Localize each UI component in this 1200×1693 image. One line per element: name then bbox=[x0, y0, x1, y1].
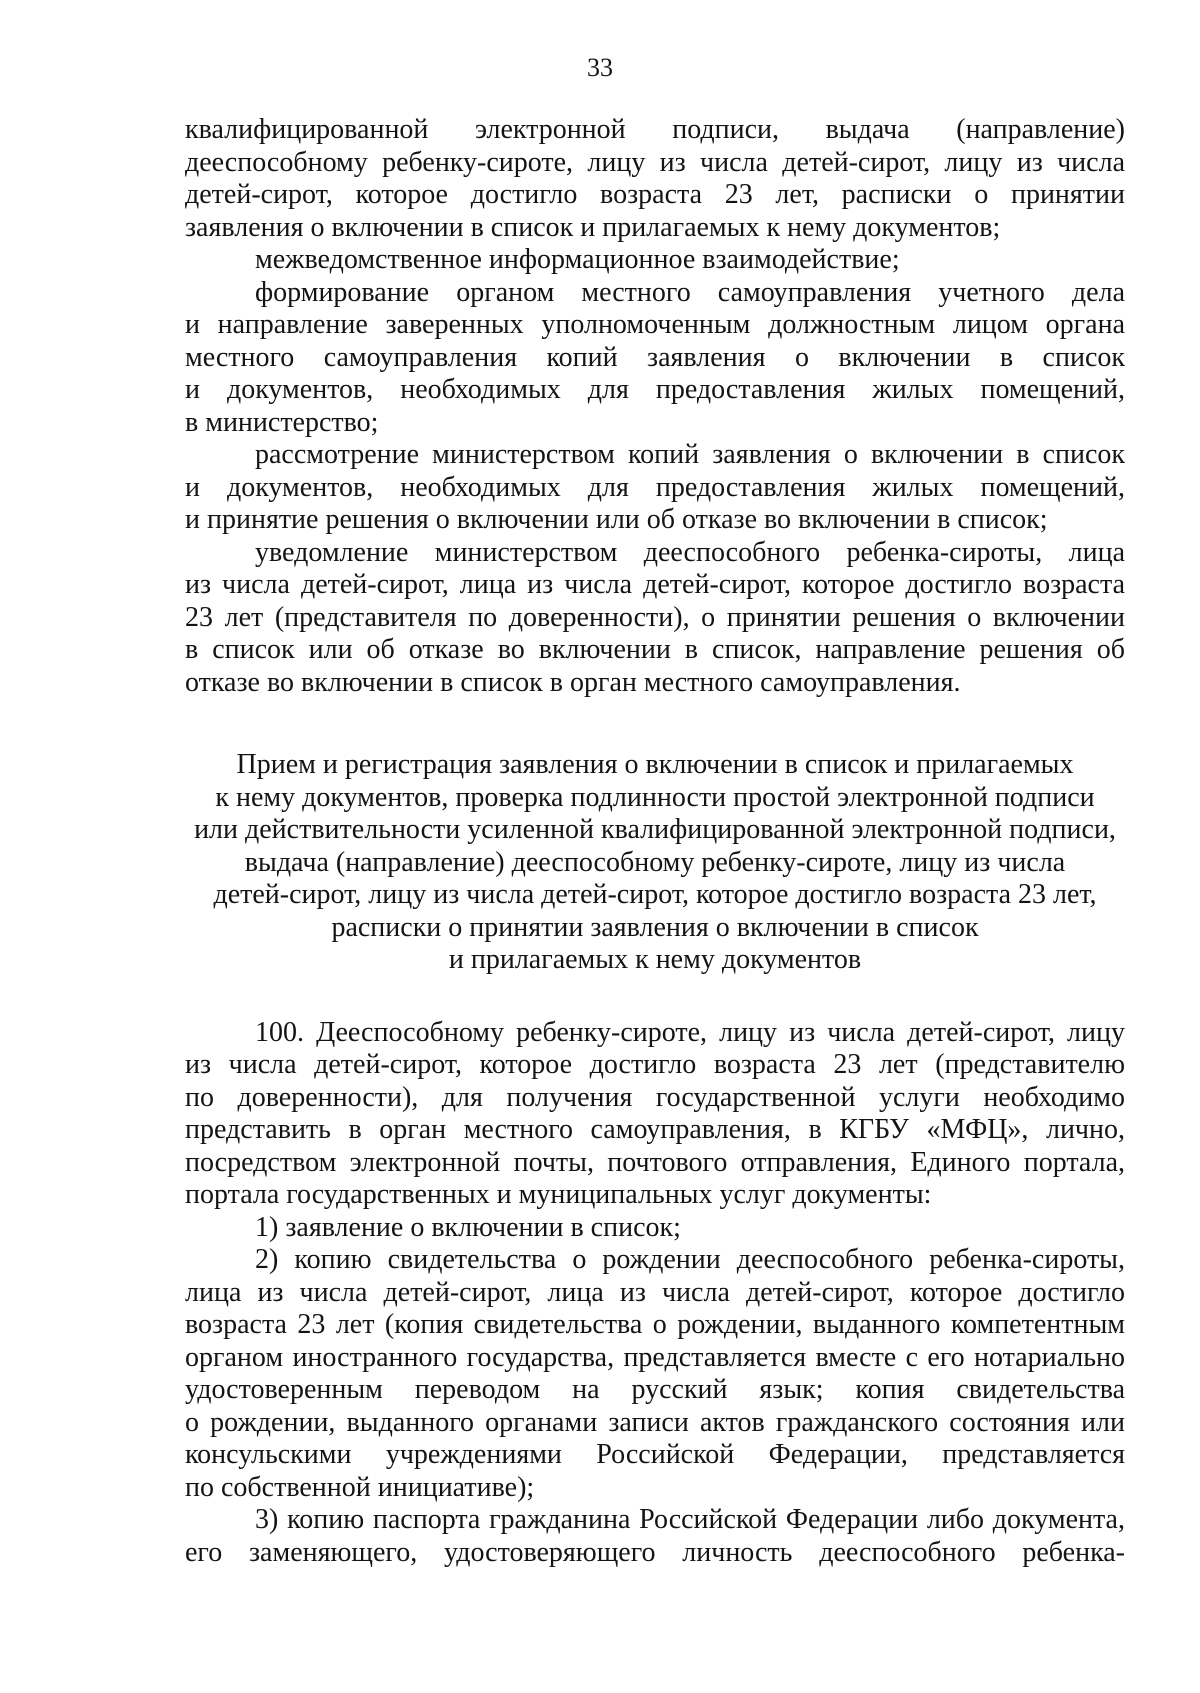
text-line: органом иностранного государства, представляется вместе с его нотариально bbox=[185, 1341, 1125, 1373]
heading-line: детей-сирот, лицу из числа детей-сирот, которое достигло возраста 23 лет, bbox=[213, 879, 1097, 910]
text-line: портала государственных и муниципальных услуг документы: bbox=[185, 1179, 932, 1210]
text-line: и документов, необходимых для предоставления жилых помещений, bbox=[185, 374, 1125, 405]
text-line: 23 лет (представителя по доверенности), о принятии решения о включении bbox=[185, 601, 1125, 633]
paragraph bbox=[185, 114, 1125, 244]
text-line: и принятие решения о включении или об отказе во включении в список; bbox=[185, 504, 1048, 535]
paragraph bbox=[185, 439, 1125, 537]
paragraph bbox=[185, 1504, 1125, 1569]
text-line: и документов, необходимых для предоставления жилых помещений, bbox=[185, 471, 1125, 503]
text-line: 1) заявление о включении в список; bbox=[255, 1211, 681, 1243]
text-line: в список или об отказе во включении в список, направление решения об bbox=[185, 634, 1125, 665]
document-body bbox=[185, 114, 1125, 1569]
text-line: рассмотрение министерством копий заявления о включении в список bbox=[255, 439, 1125, 470]
heading-line: Прием и регистрация заявления о включении в список и прилагаемых bbox=[236, 749, 1074, 780]
paragraph bbox=[185, 537, 1125, 700]
text-line: о рождении, выданного органами записи актов гражданского состояния или bbox=[185, 1406, 1125, 1438]
top-paragraphs bbox=[185, 114, 1125, 699]
text-line: местного самоуправления копий заявления о включении в список bbox=[185, 341, 1125, 373]
heading-line: или действительности усиленной квалифицированной электронной подписи, bbox=[194, 814, 1116, 845]
text-line: квалифицированной электронной подписи, выдача (направление) bbox=[185, 114, 1125, 145]
text-line: 3) копию паспорта гражданина Российской Федерации либо документа, bbox=[255, 1504, 1125, 1535]
heading-line: и прилагаемых к нему документов bbox=[448, 944, 862, 975]
text-line: из числа детей-сирот, лица из числа детей-сирот, которое достигло возраста bbox=[185, 569, 1125, 600]
text-line: уведомление министерством дееспособного ребенка-сироты, лица bbox=[255, 536, 1125, 568]
bottom-paragraphs bbox=[185, 1017, 1125, 1570]
paragraph bbox=[185, 1212, 1125, 1245]
paragraph bbox=[185, 244, 1125, 277]
text-line: в министерство; bbox=[185, 406, 379, 438]
paragraph bbox=[185, 277, 1125, 440]
text-line: из числа детей-сирот, которое достигло возраста 23 лет (представителю bbox=[185, 1049, 1125, 1080]
text-line: детей-сирот, которое достигло возраста 23 лет, расписки о принятии bbox=[185, 179, 1125, 210]
text-line: и направление заверенных уполномоченным должностным лицом органа bbox=[185, 309, 1125, 340]
text-line: посредством электронной почты, почтового отправления, Единого портала, bbox=[185, 1146, 1125, 1178]
text-line: дееспособному ребенку-сироте, лицу из числа детей-сирот, лицу из числа bbox=[185, 146, 1125, 178]
section-heading bbox=[185, 749, 1125, 977]
text-line: лица из числа детей-сирот, лица из числа детей-сирот, которое достигло bbox=[185, 1276, 1125, 1308]
text-line: 100. Дееспособному ребенку-сироте, лицу из числа детей-сирот, лицу bbox=[255, 1016, 1125, 1048]
heading-line: расписки о принятии заявления о включении в список bbox=[331, 911, 979, 943]
paragraph bbox=[185, 1017, 1125, 1212]
text-line: 2) копию свидетельства о рождении дееспособного ребенка-сироты, bbox=[255, 1244, 1125, 1275]
text-line: представить в орган местного самоуправления, в КГБУ «МФЦ», лично, bbox=[185, 1114, 1125, 1145]
spacer bbox=[185, 977, 1125, 1017]
text-line: удостоверенным переводом на русский язык; копия свидетельства bbox=[185, 1374, 1125, 1405]
text-line: его заменяющего, удостоверяющего личность дееспособного ребенка- bbox=[185, 1536, 1125, 1568]
text-line: межведомственное информационное взаимодействие; bbox=[255, 244, 900, 275]
text-line: возраста 23 лет (копия свидетельства о рождении, выданного компетентным bbox=[185, 1309, 1125, 1340]
heading-line: выдача (направление) дееспособному ребенку-сироте, лицу из числа bbox=[244, 846, 1066, 878]
text-line: по доверенности), для получения государственной услуги необходимо bbox=[185, 1081, 1125, 1113]
text-line: отказе во включении в список в орган местного самоуправления. bbox=[185, 666, 961, 698]
paragraph bbox=[185, 1244, 1125, 1504]
page-number: 33 bbox=[587, 53, 613, 82]
text-line: по собственной инициативе); bbox=[185, 1471, 535, 1503]
heading-line: к нему документов, проверка подлинности простой электронной подписи bbox=[215, 781, 1095, 813]
text-line: консульскими учреждениями Российской Федерации, представляется bbox=[185, 1439, 1125, 1470]
text-line: формирование органом местного самоуправления учетного дела bbox=[255, 276, 1125, 308]
text-line: заявления о включении в список и прилагаемых к нему документов; bbox=[185, 211, 1001, 243]
